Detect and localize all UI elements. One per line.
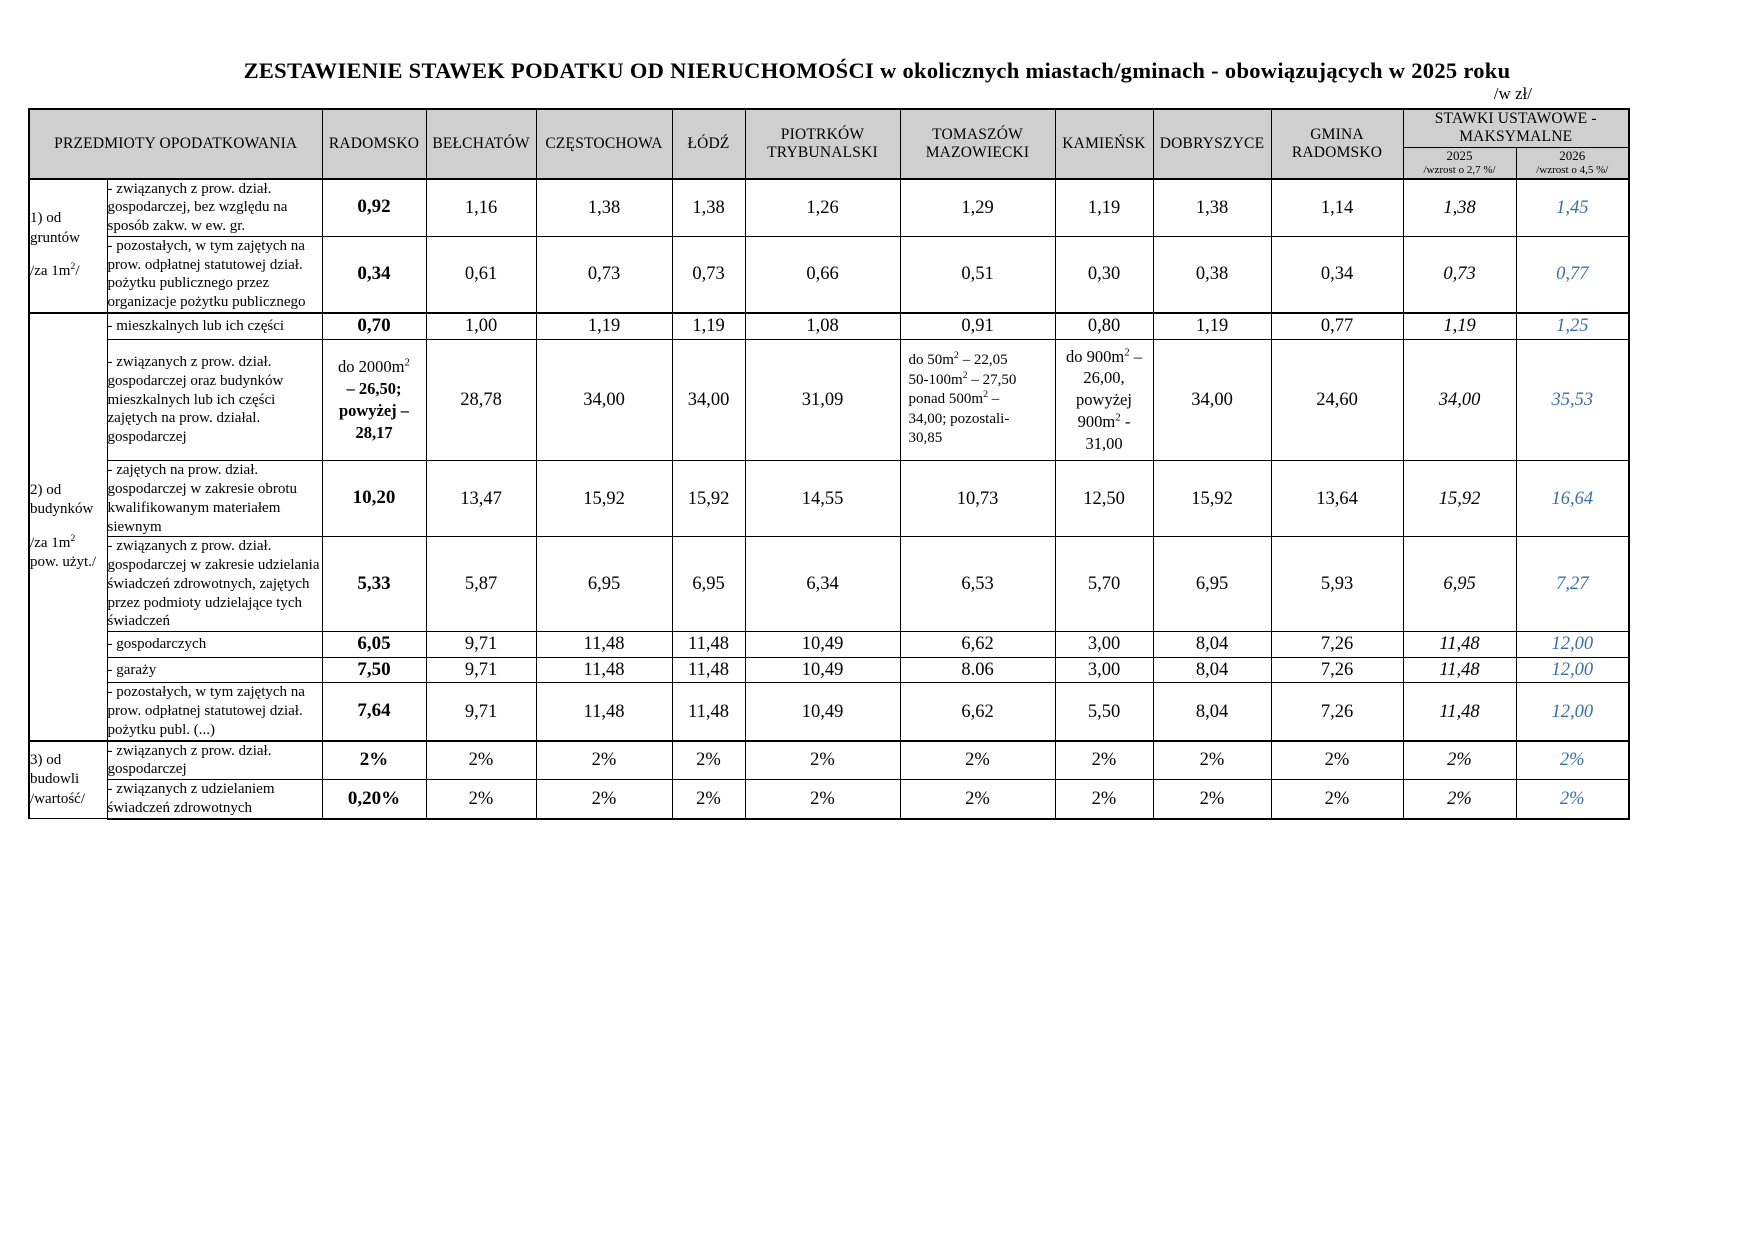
cell-g1r1-statutory-2025: 1,38 xyxy=(1403,179,1516,237)
cell-g2r4-czestochowa: 6,95 xyxy=(536,537,672,632)
cell-g1r2-tomaszow: 0,51 xyxy=(900,236,1055,313)
cell-g2r6-radomsko: 7,50 xyxy=(322,657,426,683)
cell-g2r7-dobryszyce: 8,04 xyxy=(1153,683,1271,741)
cell-g1r1-gmina-radomsko: 1,14 xyxy=(1271,179,1403,237)
header-city-tomaszow-mazowiecki: TOMASZÓW MAZOWIECKI xyxy=(900,109,1055,179)
cell-g3r1-belchatow: 2% xyxy=(426,741,536,780)
cell-g3r2-tomaszow: 2% xyxy=(900,780,1055,819)
cell-g1r2-gmina-radomsko: 0,34 xyxy=(1271,236,1403,313)
header-city-belchatow: BEŁCHATÓW xyxy=(426,109,536,179)
cell-g2r3-statutory-2026: 16,64 xyxy=(1516,461,1629,537)
cell-g1r1-radomsko: 0,92 xyxy=(322,179,426,237)
header-year-2026-note: /wzrost o 4,5 %/ xyxy=(1536,163,1609,176)
cell-g2r4-tomaszow: 6,53 xyxy=(900,537,1055,632)
cell-g2r7-gmina-radomsko: 7,26 xyxy=(1271,683,1403,741)
cell-g3r2-statutory-2025: 2% xyxy=(1403,780,1516,819)
cell-g3r1-lodz: 2% xyxy=(672,741,745,780)
cell-g2r1-statutory-2026: 1,25 xyxy=(1516,313,1629,339)
cell-g3r1-radomsko: 2% xyxy=(322,741,426,780)
header-city-dobryszyce: DOBRYSZYCE xyxy=(1153,109,1271,179)
cell-g1r1-dobryszyce: 1,38 xyxy=(1153,179,1271,237)
group-label-budowle xyxy=(29,741,107,819)
header-city-kamiensk: KAMIEŃSK xyxy=(1055,109,1153,179)
cell-g3r2-belchatow: 2% xyxy=(426,780,536,819)
cell-g2r2-gmina-radomsko: 24,60 xyxy=(1271,339,1403,461)
cell-g2r5-piotrkow: 10,49 xyxy=(745,632,900,658)
group-label-grunty-unit: /za $1m^2/$ xyxy=(30,261,80,280)
row-desc-g1r1: - związanych z prow. dział. gospodarczej, bez względu na sposób zakw. w ew. gr. xyxy=(107,179,322,237)
header-city-czestochowa: CZĘSTOCHOWA xyxy=(536,109,672,179)
cell-g2r5-lodz: 11,48 xyxy=(672,632,745,658)
cell-g2r2-piotrkow: 31,09 xyxy=(745,339,900,461)
cell-g2r1-statutory-2025: 1,19 xyxy=(1403,313,1516,339)
cell-g2r3-tomaszow: 10,73 xyxy=(900,461,1055,537)
property-tax-rates-table xyxy=(28,108,1630,820)
cell-g1r2-lodz: 0,73 xyxy=(672,236,745,313)
cell-g3r1-piotrkow: 2% xyxy=(745,741,900,780)
cell-g2r1-radomsko: 0,70 xyxy=(322,313,426,339)
group-label-budowle-unit: /wartość/ xyxy=(30,790,85,807)
cell-g2r3-czestochowa: 15,92 xyxy=(536,461,672,537)
cell-g2r6-dobryszyce: 8,04 xyxy=(1153,657,1271,683)
cell-g2r2-tomaszow: do $50m^2 - 22,05$ $50-100m^2 - 27,50$ ponad $500m^2$ – 34,00; pozostali- 30,85 xyxy=(900,339,1055,461)
cell-g2r1-gmina-radomsko: 0,77 xyxy=(1271,313,1403,339)
cell-g2r3-piotrkow: 14,55 xyxy=(745,461,900,537)
cell-g3r2-piotrkow: 2% xyxy=(745,780,900,819)
header-city-lodz: ŁÓDŹ xyxy=(672,109,745,179)
cell-g3r2-czestochowa: 2% xyxy=(536,780,672,819)
cell-g1r2-kamiensk: 0,30 xyxy=(1055,236,1153,313)
cell-g2r3-radomsko: 10,20 xyxy=(322,461,426,537)
cell-g2r4-kamiensk: 5,70 xyxy=(1055,537,1153,632)
cell-g2r4-belchatow: 5,87 xyxy=(426,537,536,632)
cell-g3r2-lodz: 2% xyxy=(672,780,745,819)
header-statutory-year-2025 xyxy=(1403,147,1516,179)
cell-g2r4-statutory-2025: 6,95 xyxy=(1403,537,1516,632)
header-statutory-max-group: STAWKI USTAWOWE - MAKSYMALNE xyxy=(1403,109,1629,147)
cell-g3r2-kamiensk: 2% xyxy=(1055,780,1153,819)
cell-g3r1-statutory-2026: 2% xyxy=(1516,741,1629,780)
cell-g2r5-kamiensk: 3,00 xyxy=(1055,632,1153,658)
row-desc-g2r4: - związanych z prow. dział. gospodarczej w zakresie udzielania świadczeń zdrowotnych, zajętych przez podmioty udzielające tych świadczeń xyxy=(107,537,322,632)
table-row xyxy=(29,780,1629,819)
cell-g2r2-belchatow: 28,78 xyxy=(426,339,536,461)
row-desc-g2r7: - pozostałych, w tym zajętych na prow. odpłatnej statutowej dział. pożytku publ. (...) xyxy=(107,683,322,741)
group-label-grunty-main: 1) od gruntów xyxy=(30,210,80,246)
cell-g3r1-czestochowa: 2% xyxy=(536,741,672,780)
cell-g2r4-lodz: 6,95 xyxy=(672,537,745,632)
cell-g2r2-kamiensk: do $900m^2$ – 26,00, powyżej $900m^2$ - 31,00 xyxy=(1055,339,1153,461)
cell-g2r2-czestochowa: 34,00 xyxy=(536,339,672,461)
cell-g1r2-statutory-2026: 0,77 xyxy=(1516,236,1629,313)
cell-g2r3-gmina-radomsko: 13,64 xyxy=(1271,461,1403,537)
group-label-budynki-unit: /za $1m^2$ pow. użyt./ xyxy=(30,532,97,571)
cell-g2r3-statutory-2025: 15,92 xyxy=(1403,461,1516,537)
row-desc-g1r2: - pozostałych, w tym zajętych na prow. odpłatnej statutowej dział. pożytku publicznego przez organizacje pożytku publicznego xyxy=(107,236,322,313)
header-year-2026-value: 2026 xyxy=(1559,147,1586,163)
group-label-grunty xyxy=(29,179,107,313)
cell-g2r1-piotrkow: 1,08 xyxy=(745,313,900,339)
group-label-budynki-main: 2) od budynków xyxy=(30,481,94,518)
cell-g2r1-kamiensk: 0,80 xyxy=(1055,313,1153,339)
cell-g1r2-czestochowa: 0,73 xyxy=(536,236,672,313)
table-row xyxy=(29,179,1629,237)
cell-g2r7-radomsko: 7,64 xyxy=(322,683,426,741)
row-desc-g2r6: - garaży xyxy=(107,657,322,683)
cell-g2r2-dobryszyce: 34,00 xyxy=(1153,339,1271,461)
cell-g2r5-tomaszow: 6,62 xyxy=(900,632,1055,658)
cell-g2r4-gmina-radomsko: 5,93 xyxy=(1271,537,1403,632)
cell-g2r4-radomsko: 5,33 xyxy=(322,537,426,632)
header-statutory-year-2026 xyxy=(1516,147,1629,179)
cell-g1r2-piotrkow: 0,66 xyxy=(745,236,900,313)
cell-g2r7-tomaszow: 6,62 xyxy=(900,683,1055,741)
currency-unit-note: /w zł/ xyxy=(1493,84,1532,103)
cell-g1r1-belchatow: 1,16 xyxy=(426,179,536,237)
table-row xyxy=(29,236,1629,313)
row-desc-g3r1: - związanych z prow. dział. gospodarczej xyxy=(107,741,322,780)
cell-g2r4-piotrkow: 6,34 xyxy=(745,537,900,632)
cell-g2r6-statutory-2025: 11,48 xyxy=(1403,657,1516,683)
cell-g2r1-lodz: 1,19 xyxy=(672,313,745,339)
table-row xyxy=(29,632,1629,658)
cell-g1r2-dobryszyce: 0,38 xyxy=(1153,236,1271,313)
header-city-piotrkow-trybunalski: PIOTRKÓW TRYBUNALSKI xyxy=(745,109,900,179)
cell-g3r2-statutory-2026: 2% xyxy=(1516,780,1629,819)
cell-g2r6-czestochowa: 11,48 xyxy=(536,657,672,683)
cell-g3r1-tomaszow: 2% xyxy=(900,741,1055,780)
cell-g2r6-kamiensk: 3,00 xyxy=(1055,657,1153,683)
cell-g2r6-belchatow: 9,71 xyxy=(426,657,536,683)
header-city-radomsko: RADOMSKO xyxy=(322,109,426,179)
cell-g1r2-statutory-2025: 0,73 xyxy=(1403,236,1516,313)
cell-g2r7-lodz: 11,48 xyxy=(672,683,745,741)
cell-g3r1-kamiensk: 2% xyxy=(1055,741,1153,780)
cell-g1r1-lodz: 1,38 xyxy=(672,179,745,237)
rates-table-container xyxy=(28,108,1609,820)
cell-g2r5-czestochowa: 11,48 xyxy=(536,632,672,658)
cell-g2r3-kamiensk: 12,50 xyxy=(1055,461,1153,537)
cell-g2r5-dobryszyce: 8,04 xyxy=(1153,632,1271,658)
cell-g1r1-czestochowa: 1,38 xyxy=(536,179,672,237)
cell-g2r7-czestochowa: 11,48 xyxy=(536,683,672,741)
cell-g2r7-statutory-2025: 11,48 xyxy=(1403,683,1516,741)
cell-g1r2-radomsko: 0,34 xyxy=(322,236,426,313)
cell-g2r2-statutory-2026: 35,53 xyxy=(1516,339,1629,461)
cell-g2r4-dobryszyce: 6,95 xyxy=(1153,537,1271,632)
cell-g2r3-belchatow: 13,47 xyxy=(426,461,536,537)
table-row xyxy=(29,657,1629,683)
cell-g2r5-belchatow: 9,71 xyxy=(426,632,536,658)
cell-g2r5-statutory-2026: 12,00 xyxy=(1516,632,1629,658)
row-desc-g2r5: - gospodarczych xyxy=(107,632,322,658)
cell-g2r6-tomaszow: 8.06 xyxy=(900,657,1055,683)
group-label-budynki xyxy=(29,313,107,741)
cell-g2r1-belchatow: 1,00 xyxy=(426,313,536,339)
table-row xyxy=(29,461,1629,537)
table-row xyxy=(29,683,1629,741)
cell-g1r1-tomaszow: 1,29 xyxy=(900,179,1055,237)
page-title xyxy=(0,58,1754,84)
row-desc-g3r2: - związanych z udzielaniem świadczeń zdrowotnych xyxy=(107,780,322,819)
table-header xyxy=(29,109,1629,179)
cell-g2r5-gmina-radomsko: 7,26 xyxy=(1271,632,1403,658)
cell-g3r1-statutory-2025: 2% xyxy=(1403,741,1516,780)
cell-g2r6-piotrkow: 10,49 xyxy=(745,657,900,683)
cell-g3r1-gmina-radomsko: 2% xyxy=(1271,741,1403,780)
cell-g2r1-tomaszow: 0,91 xyxy=(900,313,1055,339)
cell-g3r2-dobryszyce: 2% xyxy=(1153,780,1271,819)
table-row xyxy=(29,313,1629,339)
cell-g2r2-lodz: 34,00 xyxy=(672,339,745,461)
header-year-2025-value: 2025 xyxy=(1446,147,1473,163)
cell-g1r1-kamiensk: 1,19 xyxy=(1055,179,1153,237)
table-row xyxy=(29,339,1629,461)
cell-g2r6-gmina-radomsko: 7,26 xyxy=(1271,657,1403,683)
cell-g1r1-piotrkow: 1,26 xyxy=(745,179,900,237)
cell-g2r3-dobryszyce: 15,92 xyxy=(1153,461,1271,537)
header-city-gmina-radomsko: GMINA RADOMSKO xyxy=(1271,109,1403,179)
cell-g2r5-statutory-2025: 11,48 xyxy=(1403,632,1516,658)
cell-g2r7-belchatow: 9,71 xyxy=(426,683,536,741)
header-subject-column: PRZEDMIOTY OPODATKOWANIA xyxy=(29,109,322,179)
header-year-2025-note: /wzrost o 2,7 %/ xyxy=(1423,163,1496,176)
cell-g2r7-piotrkow: 10,49 xyxy=(745,683,900,741)
cell-g2r6-statutory-2026: 12,00 xyxy=(1516,657,1629,683)
group-label-budowle-main: 3) od budowli xyxy=(30,751,80,788)
row-desc-g2r3: - zajętych na prow. dział. gospodarczej w zakresie obrotu kwalifikowanym materiałem siewnym xyxy=(107,461,322,537)
table-body xyxy=(29,179,1629,819)
table-row xyxy=(29,537,1629,632)
cell-g2r5-radomsko: 6,05 xyxy=(322,632,426,658)
cell-g1r2-belchatow: 0,61 xyxy=(426,236,536,313)
cell-g2r7-kamiensk: 5,50 xyxy=(1055,683,1153,741)
cell-g2r1-dobryszyce: 1,19 xyxy=(1153,313,1271,339)
page-title-text: ZESTAWIENIE STAWEK PODATKU OD NIERUCHOMOŚCI w okolicznych miastach/gminach - obowiązujących w 2025 roku xyxy=(243,58,1511,83)
row-desc-g2r1: - mieszkalnych lub ich części xyxy=(107,313,322,339)
cell-g3r2-radomsko: 0,20% xyxy=(322,780,426,819)
cell-g2r7-statutory-2026: 12,00 xyxy=(1516,683,1629,741)
cell-g3r1-dobryszyce: 2% xyxy=(1153,741,1271,780)
cell-g2r6-lodz: 11,48 xyxy=(672,657,745,683)
row-desc-g2r2: - związanych z prow. dział. gospodarczej oraz budynków mieszkalnych lub ich części zajętych na prow. działal. gospodarczej xyxy=(107,339,322,461)
cell-g2r4-statutory-2026: 7,27 xyxy=(1516,537,1629,632)
cell-g2r1-czestochowa: 1,19 xyxy=(536,313,672,339)
cell-g2r2-radomsko: do $2000m^2$ – 26,50; powyżej – 28,17 xyxy=(322,339,426,461)
table-row xyxy=(29,741,1629,780)
cell-g3r2-gmina-radomsko: 2% xyxy=(1271,780,1403,819)
cell-g2r2-statutory-2025: 34,00 xyxy=(1403,339,1516,461)
cell-g2r3-lodz: 15,92 xyxy=(672,461,745,537)
cell-g1r1-statutory-2026: 1,45 xyxy=(1516,179,1629,237)
header-row-main xyxy=(29,109,1629,147)
